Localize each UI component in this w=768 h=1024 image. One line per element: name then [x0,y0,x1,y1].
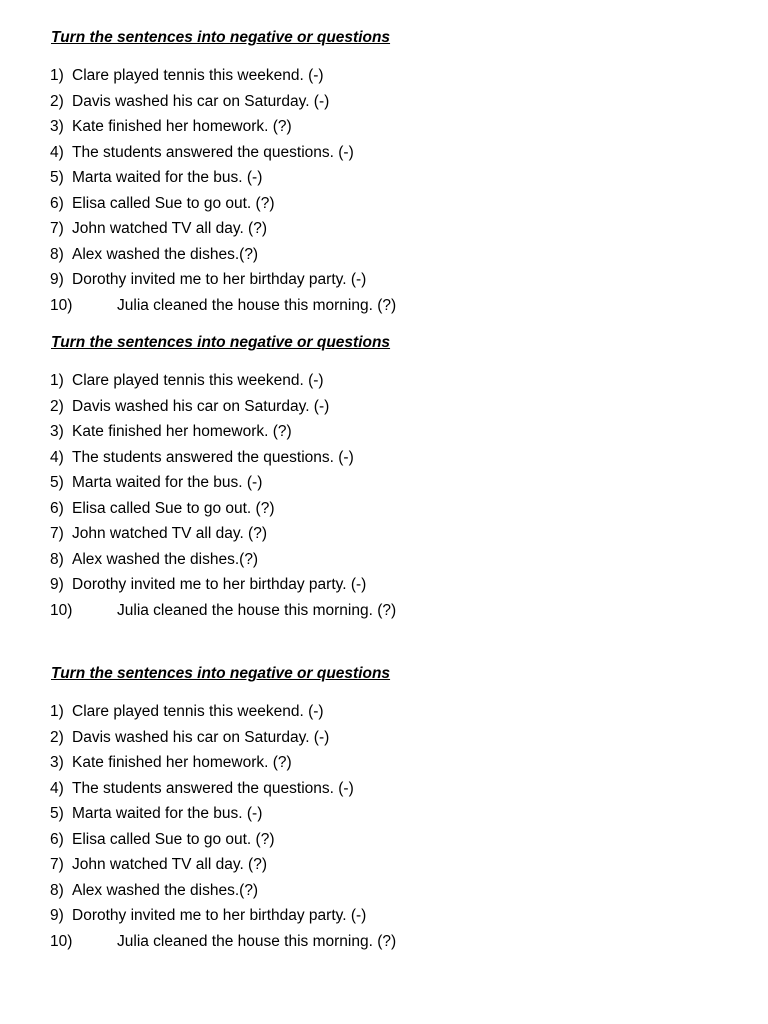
exercise-list [50,368,730,623]
list-item [50,547,730,573]
list-item [50,878,730,904]
item-number: 10) [50,601,73,619]
list-item [50,419,730,445]
item-number: 2) [50,92,64,110]
item-sentence: Dorothy invited me to her birthday party. (-) [72,907,367,924]
item-sentence: Alex washed the dishes.(?) [72,881,259,899]
item-number: 9) [50,271,64,288]
item-number: 2) [50,397,64,415]
item-number: 9) [50,576,64,593]
item-sentence: Davis washed his car on Saturday. (-) [72,397,330,415]
item-sentence: John watched TV all day. (?) [72,856,267,873]
item-number: 8) [50,245,64,263]
item-sentence: Davis washed his car on Saturday. (-) [72,728,330,746]
list-item [50,191,730,217]
list-item [50,267,730,293]
item-sentence: The students answered the questions. (-) [72,448,354,466]
item-sentence: The students answered the questions. (-) [72,779,354,797]
item-number: 3) [50,754,64,771]
list-item [50,699,730,725]
item-sentence: Elisa called Sue to go out. (?) [72,830,275,848]
item-sentence: Marta waited for the bus. (-) [72,474,263,491]
item-sentence: John watched TV all day. (?) [72,220,267,237]
list-item [50,725,730,751]
list-item [50,242,730,268]
list-item [50,598,730,624]
item-sentence: Davis washed his car on Saturday. (-) [72,92,330,110]
item-number: 8) [50,550,64,568]
list-item [50,394,730,420]
exercise-list [50,699,730,954]
item-number: 1) [50,703,64,720]
exercise-heading: Turn the sentences into negative or questions [51,29,391,46]
list-item [50,750,730,776]
item-number: 7) [50,525,64,542]
exercise-heading: Turn the sentences into negative or questions [51,665,391,682]
list-item [50,827,730,853]
list-item [50,929,730,955]
item-number: 4) [50,779,64,797]
item-sentence: Kate finished her homework. (?) [72,423,292,440]
item-number: 4) [50,448,64,466]
list-item [50,89,730,115]
list-item [50,470,730,496]
list-item [50,216,730,242]
exercise-list [50,63,730,318]
item-sentence: Dorothy invited me to her birthday party. (-) [72,576,367,593]
list-item [50,496,730,522]
item-number: 4) [50,143,64,161]
list-item [50,572,730,598]
item-number: 6) [50,830,64,848]
list-item [50,801,730,827]
exercise-heading: Turn the sentences into negative or questions [51,334,391,351]
item-sentence: Kate finished her homework. (?) [72,754,292,771]
list-item [50,445,730,471]
item-sentence: Clare played tennis this weekend. (-) [72,703,324,720]
item-number: 10) [50,296,73,314]
list-item [50,852,730,878]
item-sentence: Julia cleaned the house this morning. (?) [117,296,397,314]
item-number: 7) [50,220,64,237]
item-number: 5) [50,805,64,822]
list-item [50,521,730,547]
item-number: 8) [50,881,64,899]
item-number: 3) [50,423,64,440]
list-item [50,114,730,140]
item-number: 7) [50,856,64,873]
exercise-block-3 [50,664,730,954]
item-sentence: Clare played tennis this weekend. (-) [72,372,324,389]
list-item [50,140,730,166]
item-sentence: Julia cleaned the house this morning. (?) [117,932,397,950]
list-item [50,903,730,929]
item-number: 6) [50,499,64,517]
item-sentence: Dorothy invited me to her birthday party. (-) [72,271,367,288]
item-sentence: Alex washed the dishes.(?) [72,550,259,568]
list-item [50,293,730,319]
item-number: 6) [50,194,64,212]
exercise-block-2 [50,333,730,623]
item-sentence: Elisa called Sue to go out. (?) [72,194,275,212]
item-number: 5) [50,169,64,186]
item-sentence: Julia cleaned the house this morning. (?) [117,601,397,619]
item-number: 1) [50,372,64,389]
item-sentence: Kate finished her homework. (?) [72,118,292,135]
list-item [50,165,730,191]
item-number: 10) [50,932,73,950]
item-sentence: Elisa called Sue to go out. (?) [72,499,275,517]
item-number: 2) [50,728,64,746]
exercise-block-1 [50,28,730,318]
list-item [50,776,730,802]
item-sentence: Clare played tennis this weekend. (-) [72,67,324,84]
item-sentence: Alex washed the dishes.(?) [72,245,259,263]
item-sentence: Marta waited for the bus. (-) [72,805,263,822]
item-number: 1) [50,67,64,84]
item-sentence: John watched TV all day. (?) [72,525,267,542]
item-number: 9) [50,907,64,924]
item-number: 5) [50,474,64,491]
item-sentence: The students answered the questions. (-) [72,143,354,161]
list-item [50,368,730,394]
item-sentence: Marta waited for the bus. (-) [72,169,263,186]
list-item [50,63,730,89]
item-number: 3) [50,118,64,135]
